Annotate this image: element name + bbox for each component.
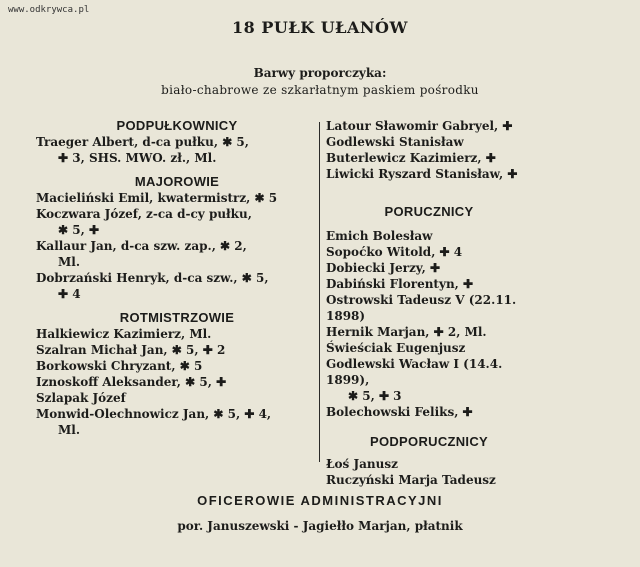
section-heading-podporucznicy: PODPORUCZNICY bbox=[369, 434, 489, 449]
officer-entry: Szlapak Józef bbox=[36, 391, 126, 405]
page-title: 18 PUŁK UŁANÓW bbox=[232, 18, 408, 37]
officer-entry: Liwicki Ryszard Stanisław, ✚ bbox=[326, 167, 518, 181]
officer-entry: Kallaur Jan, d-ca szw. zap., ✱ 2, Ml. bbox=[36, 239, 247, 269]
administrative-officer-entry: por. Januszewski - Jagiełło Marjan, płatnik bbox=[177, 519, 463, 533]
left-column bbox=[36, 118, 318, 438]
officer-entry: Ruczyński Marja Tadeusz bbox=[326, 473, 496, 487]
officer-entry: Szalran Michał Jan, ✱ 5, ✚ 2 bbox=[36, 343, 226, 357]
officer-entry: Dobrzański Henryk, d-ca szw., ✱ 5, ✚ 4 bbox=[36, 271, 269, 301]
administrative-officers-heading: OFICEROWIE ADMINISTRACYJNI bbox=[197, 493, 443, 508]
officer-entry: Koczwara Józef, z-ca d-cy pułku, ✱ 5, ✚ bbox=[36, 207, 252, 237]
officer-entry: Hernik Marjan, ✚ 2, Ml. bbox=[326, 325, 487, 339]
column-divider bbox=[319, 122, 320, 462]
officer-entry: Emich Bolesław bbox=[326, 229, 433, 243]
officer-entry: Macieliński Emil, kwatermistrz, ✱ 5 bbox=[36, 191, 278, 205]
officer-entry: Traeger Albert, d-ca pułku, ✱ 5, ✚ 3, SHS. MWO. zł., Ml. bbox=[36, 135, 249, 165]
officer-entry: Godlewski Stanisław bbox=[326, 135, 464, 149]
officer-entry: Godlewski Wacław I (14.4. 1899), ✱ 5, ✚ 3 bbox=[326, 357, 503, 403]
officer-entry: Monwid-Olechnowicz Jan, ✱ 5, ✚ 4, Ml. bbox=[36, 407, 272, 437]
colors-label: Barwy proporczyka: bbox=[253, 66, 387, 80]
section-heading-majorowie: MAJOROWIE bbox=[134, 174, 220, 189]
officer-entry: Bolechowski Feliks, ✚ bbox=[326, 405, 473, 419]
section-heading-podpulkownicy: PODPUŁKOWNICY bbox=[116, 118, 238, 133]
officer-entry: Latour Sławomir Gabryel, ✚ bbox=[326, 119, 513, 133]
colors-description: biało-chabrowe ze szkarłatnym paskiem pośrodku bbox=[161, 83, 479, 97]
officer-entry: Łoś Janusz bbox=[326, 457, 398, 471]
officer-entry: Dabiński Florentyn, ✚ bbox=[326, 277, 474, 291]
officer-entry: Borkowski Chryzant, ✱ 5 bbox=[36, 359, 203, 373]
section-heading-rotmistrzowie: ROTMISTRZOWIE bbox=[119, 310, 235, 325]
officer-entry: Ostrowski Tadeusz V (22.11. 1898) bbox=[326, 293, 517, 323]
section-heading-porucznicy: PORUCZNICY bbox=[384, 204, 474, 219]
officer-entry: Iznoskoff Aleksander, ✱ 5, ✚ bbox=[36, 375, 227, 389]
officer-entry: Buterlewicz Kazimierz, ✚ bbox=[326, 151, 496, 165]
officer-entry: Sopoćko Witold, ✚ 4 bbox=[326, 245, 463, 259]
watermark: www.odkrywca.pl bbox=[8, 5, 90, 15]
officer-entry: Halkiewicz Kazimierz, Ml. bbox=[36, 327, 212, 341]
officer-entry: Dobiecki Jerzy, ✚ bbox=[326, 261, 441, 275]
officer-entry: Świeściak Eugenjusz bbox=[326, 341, 466, 355]
right-column bbox=[326, 118, 532, 488]
